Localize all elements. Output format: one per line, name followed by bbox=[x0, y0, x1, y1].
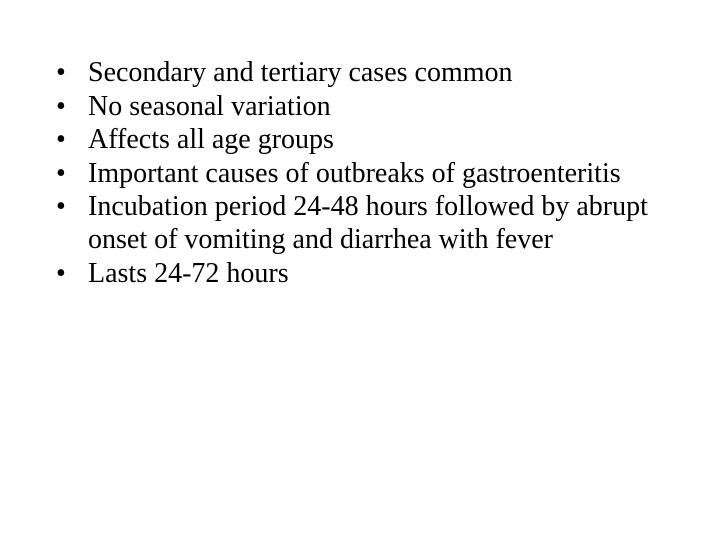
list-item bbox=[56, 123, 656, 156]
bullet-icon: • bbox=[56, 57, 66, 88]
bullet-icon: • bbox=[56, 124, 66, 155]
list-item-text: Incubation period 24-48 hours followed by abrupt onset of vomiting and diarrhea with fever bbox=[88, 191, 648, 255]
bullet-icon: • bbox=[56, 257, 66, 289]
bullet-list bbox=[56, 56, 656, 290]
list-item bbox=[56, 257, 656, 290]
list-item bbox=[56, 157, 656, 190]
bullet-icon: • bbox=[56, 191, 66, 222]
list-item-text: Affects all age groups bbox=[88, 124, 334, 155]
list-item bbox=[56, 190, 656, 256]
bullet-icon: • bbox=[56, 90, 66, 122]
list-item-text: Secondary and tertiary cases common bbox=[88, 57, 513, 88]
list-item-text: Lasts 24-72 hours bbox=[88, 257, 289, 289]
bullet-icon: • bbox=[56, 157, 66, 189]
list-item bbox=[56, 56, 656, 89]
list-item-text: No seasonal variation bbox=[88, 90, 331, 122]
list-item bbox=[56, 90, 656, 123]
list-item-text: Important causes of outbreaks of gastroenteritis bbox=[88, 157, 621, 189]
